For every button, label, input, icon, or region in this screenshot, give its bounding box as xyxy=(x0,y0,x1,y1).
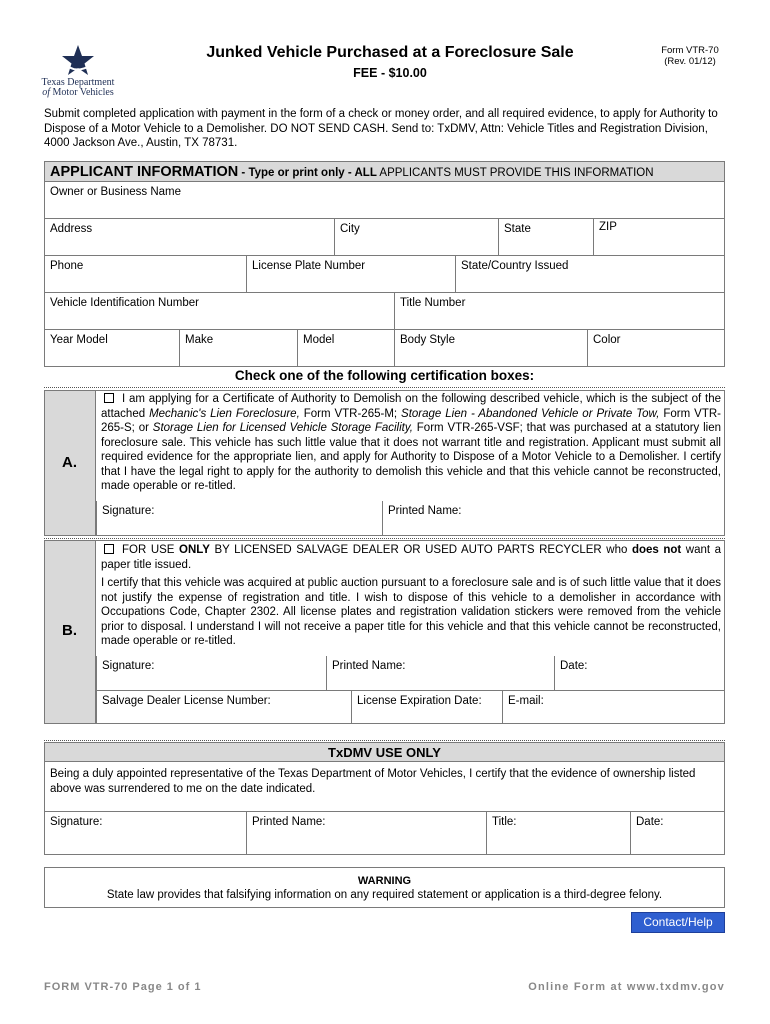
section-b-date-field[interactable]: Date: xyxy=(555,656,725,691)
footer-online-link[interactable]: Online Form at www.txdmv.gov xyxy=(528,981,725,993)
make-field[interactable]: Make xyxy=(180,330,298,367)
checkbox-b[interactable] xyxy=(104,544,114,554)
section-b-text: I certify that this vehicle was acquired at public auction pursuant to a foreclosure sale and is of such little value that it does not justify the expense of registration and title. I wish to dispose of this vehicle to a demolisher in accordance with Occupations Code, Chapter 2302. All license plates and registration validation stickers were removed from the vehicle prior to disposal. I understand I will not receive a paper title for this vehicle and that this vehicle cannot be reconstructed, made operable or re-titled. xyxy=(101,577,721,647)
txdmv-statement: Being a duly appointed representative of the Texas Department of Motor Vehicles, I certify that the evidence of ownership listed above was surrendered to me on the date indicated. xyxy=(50,768,696,795)
section-a-letter: A. xyxy=(62,454,77,471)
instructions: Submit completed application with payment in the form of a check or money order, and all required evidence, to apply for Authority to Dispose of a Motor Vehicle to a Demolisher. DO NOT SEND CASH. Send to: TxDMV, Attn: Vehicle Titles and Registration Division, 4000 Jackson Ave., Austin, TX 78731. xyxy=(44,108,718,149)
applicant-info-header: APPLICANT INFORMATION - Type or print only - ALL APPLICANTS MUST PROVIDE THIS INFORMATION xyxy=(44,161,725,182)
state-country-issued-field[interactable]: State/Country Issued xyxy=(456,256,725,293)
txdmv-logo xyxy=(38,44,118,98)
section-b-letter: B. xyxy=(62,622,77,639)
title-number-field[interactable]: Title Number xyxy=(395,293,725,330)
txdmv-printed-name-field[interactable]: Printed Name: xyxy=(247,811,487,855)
txdmv-date-field[interactable]: Date: xyxy=(631,811,725,855)
divider xyxy=(44,538,725,539)
state-field[interactable]: State xyxy=(499,219,594,256)
owner-name-field[interactable]: Owner or Business Name xyxy=(44,182,725,219)
section-a-text: I am applying for a Certificate of Authority to Demolish on the following described vehicle, which is the subject of the attached Mechanic's Lien Foreclosure, Form VTR-265-M; Storage Lien - Abandoned Vehicle or Private Tow, Form VTR-265-S; or Storage Lien for Licensed Vehicle Storage Facility, Form VTR-265-VSF; that was purchased at a statutory lien foreclosure sale. This vehicle has such little value that it does not warrant title and registration. Applicant must submit all required evidence for the appropriate lien, and apply for Authority to Dispose of a Motor Vehicle to a Demolisher. I certify that I have the legal right to apply for the authority to demolish this vehicle and that this vehicle cannot be reconstructed, made operable or re-titled. xyxy=(101,393,722,492)
section-a-signature-field[interactable]: Signature: xyxy=(96,501,383,536)
checkbox-a[interactable] xyxy=(104,393,114,403)
logo-text-line2: of Motor Vehicles xyxy=(42,87,114,98)
warning-box xyxy=(44,867,725,908)
form-title: Junked Vehicle Purchased at a Foreclosure Sale xyxy=(206,44,574,61)
year-model-field[interactable]: Year Model xyxy=(44,330,180,367)
section-a-printed-name-field[interactable]: Printed Name: xyxy=(383,501,725,536)
txdmv-signature-field[interactable]: Signature: xyxy=(44,811,247,855)
zip-field[interactable]: ZIP xyxy=(594,219,725,256)
texas-star-icon xyxy=(60,44,96,78)
divider xyxy=(44,740,725,741)
color-field[interactable]: Color xyxy=(588,330,725,367)
model-field[interactable]: Model xyxy=(298,330,395,367)
contact-help-button[interactable]: Contact/Help xyxy=(631,912,725,933)
vin-field[interactable]: Vehicle Identification Number xyxy=(44,293,395,330)
form-number: Form VTR-70 (Rev. 01/12) xyxy=(661,45,719,67)
footer-form-page: FORM VTR-70 Page 1 of 1 xyxy=(44,981,202,993)
email-field[interactable]: E-mail: xyxy=(503,691,725,724)
txdmv-use-only-header: TxDMV USE ONLY xyxy=(44,742,725,762)
txdmv-title-field[interactable]: Title: xyxy=(487,811,631,855)
section-b-signature-field[interactable]: Signature: xyxy=(96,656,327,691)
phone-field[interactable]: Phone xyxy=(44,256,247,293)
divider xyxy=(44,387,725,388)
section-b-header-text: FOR USE ONLY BY LICENSED SALVAGE DEALER OR USED AUTO PARTS RECYCLER who does not want a paper title issued. xyxy=(101,544,722,571)
address-field[interactable]: Address xyxy=(44,219,335,256)
fee-label: FEE - $10.00 xyxy=(353,66,427,80)
warning-heading: WARNING xyxy=(357,875,412,887)
section-b-printed-name-field[interactable]: Printed Name: xyxy=(327,656,555,691)
license-plate-field[interactable]: License Plate Number xyxy=(247,256,456,293)
city-field[interactable]: City xyxy=(335,219,499,256)
warning-text: State law provides that falsifying information on any required statement or application is a third-degree felony. xyxy=(106,889,663,901)
body-style-field[interactable]: Body Style xyxy=(395,330,588,367)
logo-text-line1: Texas Department xyxy=(41,77,115,88)
salvage-dealer-license-field[interactable]: Salvage Dealer License Number: xyxy=(96,691,352,724)
certification-heading: Check one of the following certification boxes: xyxy=(234,368,535,383)
license-expiration-field[interactable]: License Expiration Date: xyxy=(352,691,503,724)
